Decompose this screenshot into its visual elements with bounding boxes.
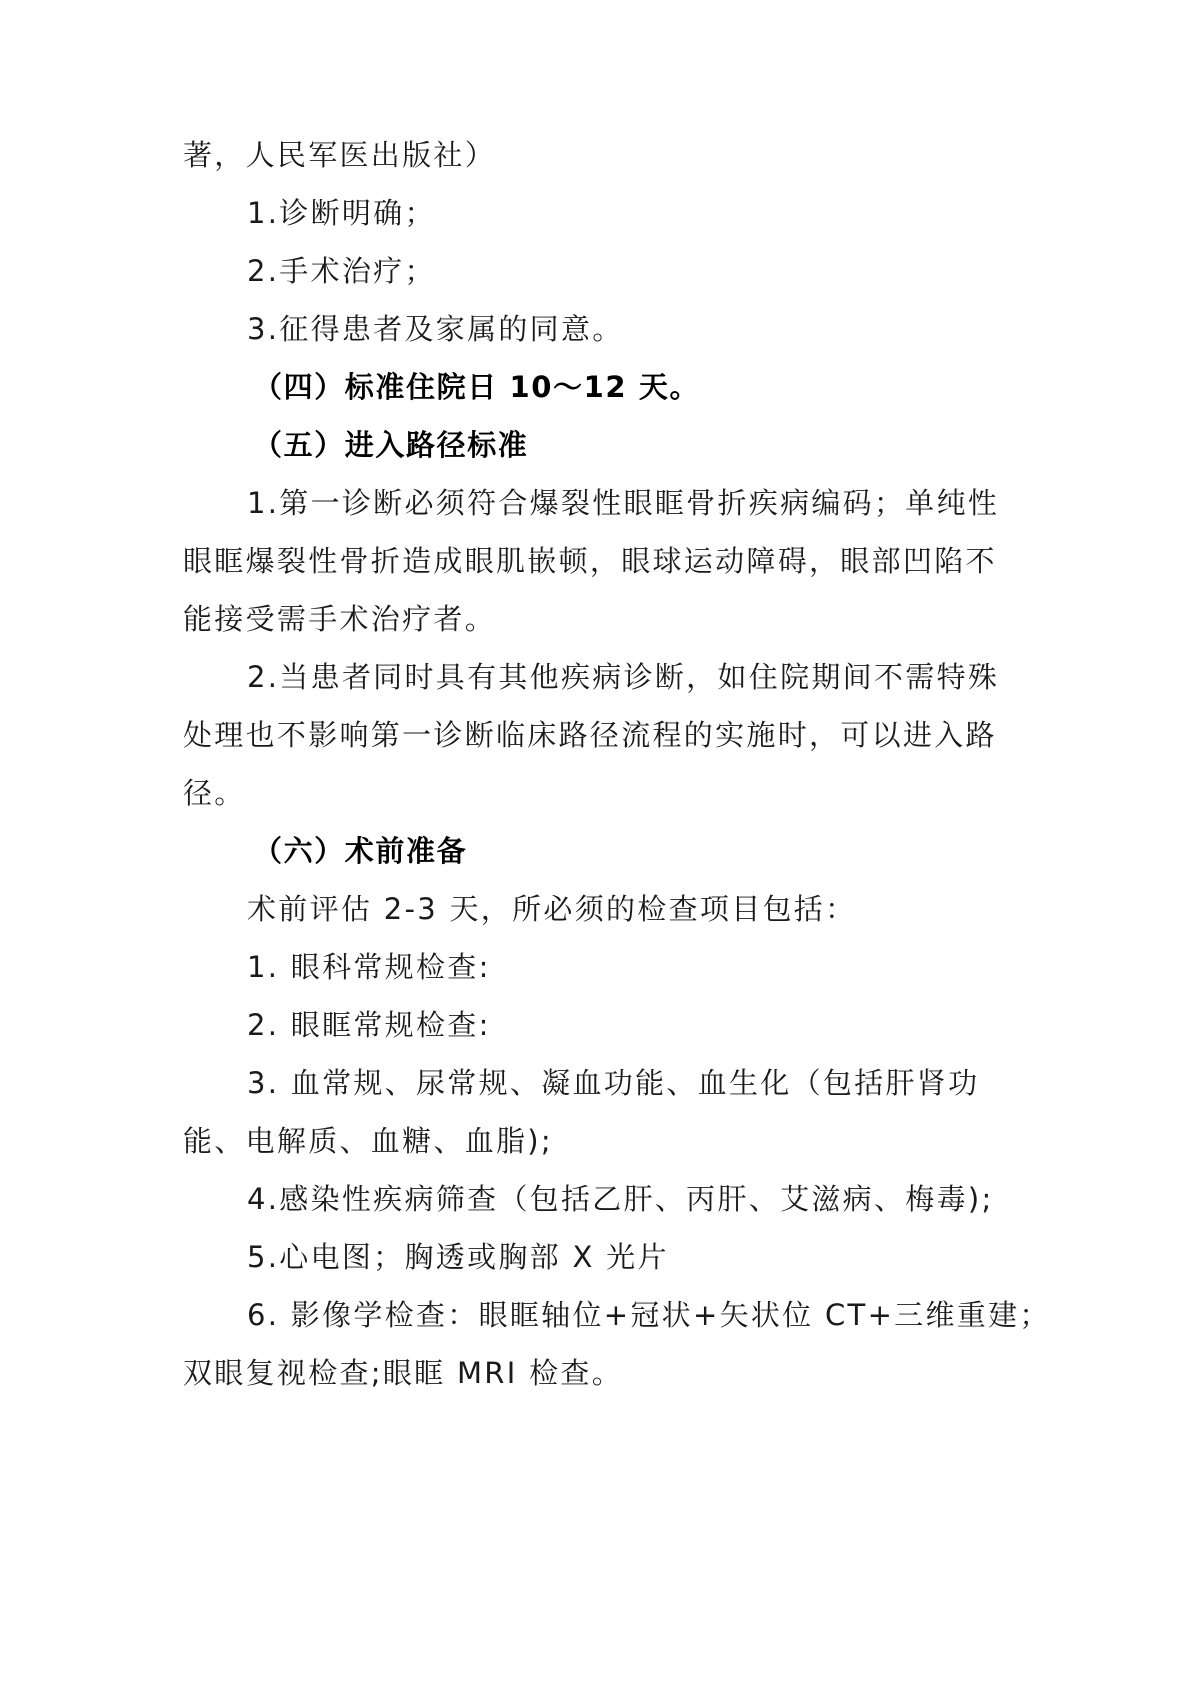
text-line: 双眼复视检查;眼眶 MRI 检查。 <box>183 1356 624 1390</box>
list-item: 2.手术治疗； <box>247 254 436 288</box>
list-item: 2. 眼眶常规检查: <box>247 1008 491 1042</box>
text-line: 能接受需手术治疗者。 <box>183 602 497 636</box>
section-heading: （六）术前准备 <box>253 834 468 868</box>
list-item: 1.诊断明确； <box>247 196 436 230</box>
list-item: 3. 血常规、尿常规、凝血功能、血生化（包括肝肾功 <box>247 1066 980 1100</box>
section-heading: （五）进入路径标准 <box>253 428 529 462</box>
text-line: 能、电解质、血糖、血脂); <box>183 1124 553 1158</box>
list-item: 1. 眼科常规检查: <box>247 950 491 984</box>
section-heading: （四）标准住院日 10～12 天。 <box>253 370 701 404</box>
list-item: 4.感染性疾病筛查（包括乙肝、丙肝、艾滋病、梅毒); <box>247 1182 994 1216</box>
text-line: 处理也不影响第一诊断临床路径流程的实施时，可以进入路 <box>183 718 997 752</box>
list-item: 2.当患者同时具有其他疾病诊断，如住院期间不需特殊 <box>247 660 1000 694</box>
list-item: 6. 影像学检查：眼眶轴位+冠状+矢状位 CT+三维重建； <box>247 1298 1051 1332</box>
list-item: 3.征得患者及家属的同意。 <box>247 312 624 346</box>
list-item: 1.第一诊断必须符合爆裂性眼眶骨折疾病编码；单纯性 <box>247 486 1000 520</box>
text-line: 术前评估 2-3 天，所必须的检查项目包括： <box>247 892 857 926</box>
list-item: 5.心电图；胸透或胸部 X 光片 <box>247 1240 669 1274</box>
text-line: 径。 <box>183 776 246 810</box>
text-line: 著，人民军医出版社） <box>183 138 497 172</box>
text-line: 眼眶爆裂性骨折造成眼肌嵌顿，眼球运动障碍，眼部凹陷不 <box>183 544 997 578</box>
